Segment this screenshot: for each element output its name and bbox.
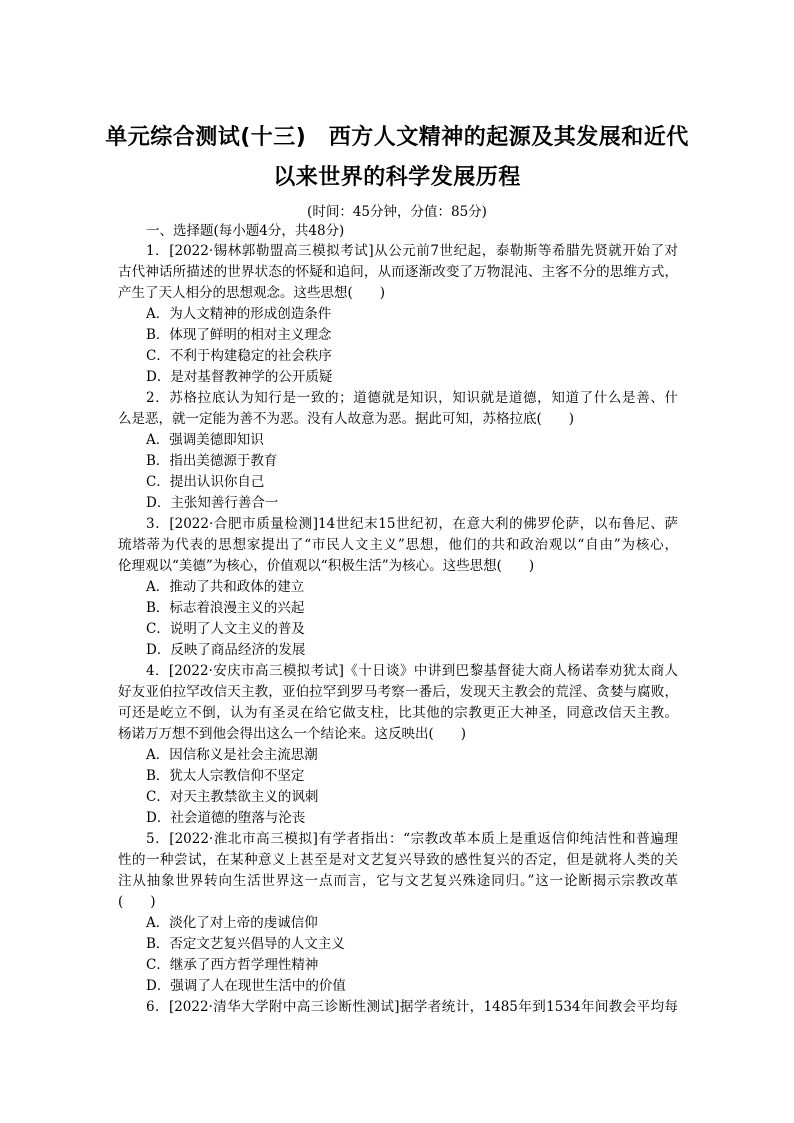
option-c: C．继承了西方哲学理性精神 [146,957,319,973]
question-4-line: 好友亚伯拉罕改信天主教，亚伯拉罕到罗马考察一番后，发现天主教会的荒淫、贪婪与腐败， [118,684,678,700]
option-c: C．不利于构建稳定的社会秩序 [146,348,332,364]
question-5-line: 5．[2022·淮北市高三模拟]有学者指出：“宗教改革本质上是重返信仰纯洁性和普遍理 [146,831,678,847]
option-c: C．对天主教禁欲主义的讽刺 [146,789,319,805]
option-c: C．提出认识你自己 [146,474,265,490]
question-2-line: 么是恶，就一定能为善不为恶。没有人故意为恶。据此可知，苏格拉底( ) [118,411,575,427]
option-d: D．强调了人在现世生活中的价值 [146,978,346,994]
question-4-line: 杨诺万万想不到他会得出这么一个结论来。这反映出( ) [118,726,467,742]
option-a: A．淡化了对上帝的虔诚信仰 [146,915,318,931]
question-6-line: 6．[2022·清华大学附中高三诊断性测试]据学者统计，1485年到1534年间教会平均每 [146,999,678,1015]
section-heading: 一、选择题(每小题4分，共48分) [146,223,345,239]
question-1-line: 产生了天人相分的思想观念。这些思想( ) [118,285,386,301]
question-3-line: 琉塔蒂为代表的思想家提出了“市民人文主义”思想，他们的共和政治观以“自由”为核心， [118,537,678,553]
question-4-line: 可还是屹立不倒，认为有圣灵在给它做支柱，比其他的宗教更正大神圣，同意改信天主教。 [118,705,678,721]
question-1-line: 1．[2022·锡林郭勒盟高三模拟考试]从公元前7世纪起，泰勒斯等希腊先贤就开始了对 [146,243,678,259]
question-5-line: 注从抽象世界转向生活世界这一点而言，它与文艺复兴殊途同归。”这一论断揭示宗教改革 [118,873,678,889]
question-5-line: 性的一种尝试，在某种意义上甚至是对文艺复兴导致的感性复兴的否定，但是就将人类的关 [118,852,678,868]
option-a: A．因信称义是社会主流思潮 [146,747,318,763]
question-5-line: ( ) [118,894,156,910]
option-a: A．强调美德即知识 [146,432,264,448]
option-a: A．推动了共和政体的建立 [146,579,305,595]
option-b: B．指出美德源于教育 [146,453,278,469]
doc-title-line1: 单元综合测试(十三) 西方人文精神的起源及其发展和近代 [105,125,689,150]
question-2-line: 2．苏格拉底认为知行是一致的；道德就是知识，知识就是道德，知道了什么是善、什 [146,390,678,406]
doc-meta: (时间：45分钟，分值：85分) [307,204,487,220]
option-a: A．为人文精神的形成创造条件 [146,306,332,322]
question-1-line: 古代神话所描述的世界状态的怀疑和追问，从而逐渐改变了万物混沌、主客不分的思维方式， [118,264,678,280]
option-b: B．体现了鲜明的相对主义理念 [146,327,332,343]
question-3-line: 伦理观以“美德”为核心，价值观以“积极生活”为核心。这些思想( ) [118,558,535,574]
option-d: D．主张知善行善合一 [146,495,279,511]
option-b: B．否定文艺复兴倡导的人文主义 [146,936,345,952]
option-d: D．反映了商品经济的发展 [146,642,306,658]
option-c: C．说明了人文主义的普及 [146,621,305,637]
option-d: D．社会道德的堕落与沦丧 [146,810,306,826]
question-3-line: 3．[2022·合肥市质量检测]14世纪末15世纪初，在意大利的佛罗伦萨，以布鲁尼、萨 [146,516,678,532]
doc-title-line2: 以来世界的科学发展历程 [273,165,521,190]
option-b: B．犹太人宗教信仰不坚定 [146,768,305,784]
option-d: D．是对基督教神学的公开质疑 [146,369,333,385]
option-b: B．标志着浪漫主义的兴起 [146,600,305,616]
question-4-line: 4．[2022·安庆市高三模拟考试]《十日谈》中讲到巴黎基督徒大商人杨诺奉劝犹太商人 [146,663,678,679]
